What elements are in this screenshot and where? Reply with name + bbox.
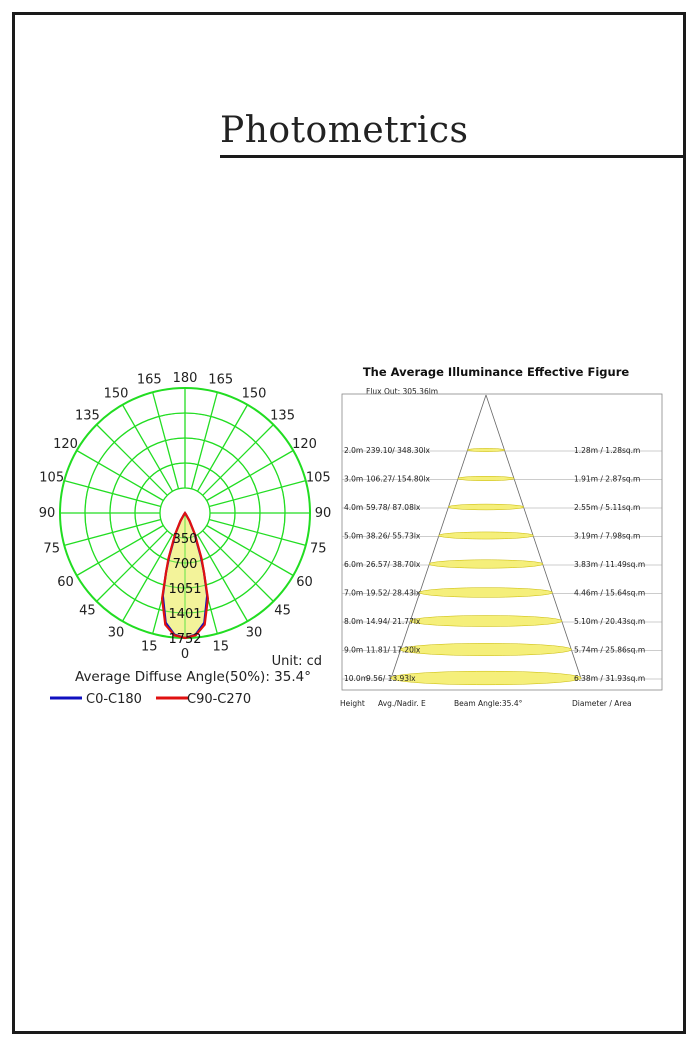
- illum-spot-ellipse: [448, 504, 524, 510]
- illum-row-diameter: 6.38m / 31.93sq.m: [574, 674, 646, 683]
- illum-row-illuminance: 239.10/ 348.30lx: [366, 446, 430, 455]
- page-title: Photometrics: [220, 110, 469, 151]
- illum-col-diam: Diameter / Area: [572, 699, 632, 708]
- illum-row-illuminance: 106.27/ 154.80lx: [366, 474, 430, 484]
- illum-row-height: 9.0m: [344, 645, 364, 655]
- polar-candela-chart: [30, 360, 340, 710]
- illum-row-height: 7.0m: [344, 588, 364, 598]
- illum-spot-ellipse: [410, 616, 562, 627]
- illum-row-illuminance: 9.56/ 13.93lx: [366, 674, 416, 683]
- title-underline: [220, 155, 686, 158]
- polar-radial-label: 350: [172, 532, 198, 547]
- polar-radial-label: 1401: [168, 607, 202, 622]
- polar-angle-label: 90: [314, 506, 332, 521]
- polar-radial-label: 1051: [168, 582, 202, 597]
- polar-angle-label: 180: [172, 371, 198, 386]
- illum-row-height: 5.0m: [344, 531, 364, 541]
- illum-row-height: 3.0m: [344, 474, 364, 484]
- illum-row-height: 6.0m: [344, 560, 364, 569]
- illum-title: The Average Illuminance Effective Figure: [362, 365, 630, 379]
- illum-row-illuminance: 38.26/ 55.73lx: [366, 531, 421, 541]
- legend-label-c0-c180: C0-C180: [86, 692, 142, 707]
- illum-row-diameter: 1.28m / 1.28sq.m: [574, 446, 641, 455]
- illum-flux: Flux Out: 305.36lm: [366, 387, 439, 396]
- polar-angle-label: 150: [103, 386, 129, 402]
- polar-angle-label: 150: [241, 386, 267, 402]
- legend-label-c90-c270: C90-C270: [187, 692, 252, 707]
- polar-angle-label: 165: [136, 372, 162, 388]
- illum-row-illuminance: 59.78/ 87.08lx: [366, 503, 421, 512]
- polar-unit-label: Unit: cd: [271, 654, 322, 669]
- polar-radial-label: 700: [172, 557, 198, 572]
- polar-angle-label: 30: [107, 625, 125, 641]
- illum-row-diameter: 2.55m / 5.11sq.m: [574, 503, 641, 512]
- polar-angle-label: 75: [310, 541, 327, 557]
- illum-row-diameter: 5.10m / 20.43sq.m: [574, 617, 646, 626]
- polar-angle-label: 165: [208, 372, 234, 388]
- polar-angle-label: 90: [38, 506, 56, 521]
- illum-row-height: 10.0m: [344, 674, 369, 683]
- illum-spot-ellipse: [391, 671, 581, 685]
- illum-spot-ellipse: [458, 476, 515, 481]
- polar-angle-label: 45: [79, 603, 96, 619]
- illum-col-avg: Avg./Nadir. E: [378, 699, 426, 708]
- illum-row-height: 8.0m: [344, 617, 364, 626]
- illum-spot-ellipse: [467, 448, 505, 451]
- illum-row-height: 4.0m: [344, 503, 364, 512]
- polar-angle-label: 105: [39, 470, 65, 486]
- illum-row-illuminance: 26.57/ 38.70lx: [366, 560, 421, 569]
- illum-col-beam: Beam Angle:35.4°: [454, 699, 523, 708]
- polar-angle-label: 120: [53, 437, 78, 452]
- polar-angle-label: 0: [180, 647, 190, 662]
- polar-angle-label: 135: [270, 408, 295, 424]
- illum-spot-ellipse: [419, 588, 552, 598]
- illum-row-illuminance: 14.94/ 21.77lx: [366, 617, 421, 626]
- illum-row-diameter: 3.83m / 11.49sq.m: [574, 560, 646, 569]
- polar-angle-label: 75: [43, 541, 60, 557]
- illum-row-height: 2.0m: [344, 446, 364, 455]
- illum-row-diameter: 1.91m / 2.87sq.m: [574, 474, 641, 484]
- polar-angle-label: 60: [296, 575, 313, 590]
- polar-angle-label: 105: [305, 470, 331, 486]
- polar-angle-label: 45: [274, 603, 291, 619]
- illum-row-diameter: 5.74m / 25.86sq.m: [574, 645, 646, 655]
- illum-row-diameter: 4.46m / 15.64sq.m: [574, 588, 646, 598]
- illum-col-height: Height: [340, 699, 365, 708]
- polar-angle-label: 120: [292, 437, 317, 452]
- illum-row-illuminance: 19.52/ 28.43lx: [366, 588, 421, 598]
- polar-subtitle: Average Diffuse Angle(50%): 35.4°: [75, 669, 311, 685]
- illuminance-chart: [336, 360, 676, 712]
- illum-spot-ellipse: [400, 643, 571, 655]
- polar-angle-label: 60: [57, 575, 74, 590]
- illum-row-diameter: 3.19m / 7.98sq.m: [574, 531, 641, 541]
- illum-row-illuminance: 11.81/ 17.20lx: [366, 645, 421, 655]
- polar-radial-label: 1752: [168, 632, 202, 647]
- polar-angle-label: 135: [75, 408, 100, 424]
- polar-angle-label: 15: [141, 639, 158, 655]
- polar-angle-label: 15: [212, 639, 229, 655]
- illum-spot-ellipse: [429, 560, 543, 568]
- polar-angle-label: 30: [245, 625, 263, 641]
- illum-spot-ellipse: [439, 532, 534, 539]
